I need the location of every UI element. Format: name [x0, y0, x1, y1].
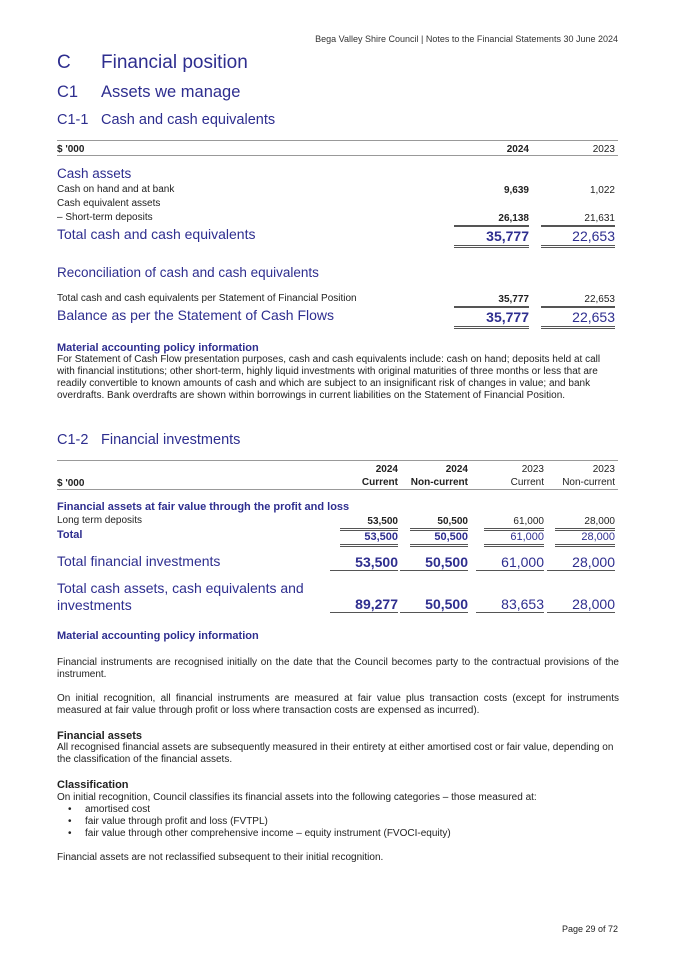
recon-total-label: Balance as per the Statement of Cash Flows [57, 307, 335, 323]
table2-col-type: Non-current [562, 477, 615, 488]
note2-heading [57, 432, 240, 448]
total-investments-label: Total financial investments [57, 553, 221, 569]
recon-row-2024: 35,777 [454, 294, 529, 307]
list-item: • fair value through profit and loss (FVTPL) [57, 816, 619, 828]
subsection-number: C1 [57, 83, 79, 101]
table2-unit-label: $ '000 [57, 478, 85, 489]
subsection-title: Assets we manage [101, 83, 241, 101]
total-investments-value: 53,500 [330, 554, 398, 571]
recon-row-2023: 22,653 [541, 294, 615, 307]
table2-col-year: 2023 [521, 464, 544, 475]
deposits-value: 61,000 [484, 516, 544, 529]
classification-list [57, 804, 619, 840]
row-value-2023: 21,631 [541, 213, 615, 226]
recon-row-label: Total cash and cash equivalents per Statement of Financial Position [57, 293, 357, 304]
table2-col-type: Non-current [410, 477, 468, 488]
final-text: Financial assets are not reclassified subsequent to their initial recognition. [57, 852, 384, 863]
note2-number: C1-2 [57, 432, 89, 448]
financial-assets-text: All recognised financial assets are subsequently measured in their entirety at either amortised cost or fair value, depending on the classification of the financial assets. [57, 742, 614, 765]
policy2-heading: Material accounting policy information [57, 630, 259, 642]
deposits-value: 53,500 [340, 516, 398, 529]
cash-assets-heading: Cash assets [57, 166, 132, 181]
note1-title: Cash and cash equivalents [101, 112, 276, 128]
note2-title: Financial investments [101, 432, 241, 448]
running-header: Bega Valley Shire Council | Notes to the Financial Statements 30 June 2024 [315, 34, 618, 44]
table1-col-2024: 2024 [506, 144, 529, 155]
policy1-text: For Statement of Cash Flow presentation purposes, cash and cash equivalents include: cash on hand; deposits held at call with financial institutions; other short-term, highly liquid investments with original maturities of three months or less that are readily convertible to known amounts of cash and which are subject to an insignificant risk of changes in value; and bank overdrafts. Bank overdrafts are shown within borrowings in current liabilities on the Statement of Financial Position. [57, 354, 601, 401]
list-item: • amortised cost [57, 804, 619, 816]
table2-col-year: 2023 [592, 464, 615, 475]
total-all-label-line2: investments [57, 597, 132, 613]
note1-heading [57, 112, 275, 128]
table1-col-2023: 2023 [592, 144, 615, 155]
table2-col-year: 2024 [445, 464, 468, 475]
total-cash-label: Total cash and cash equivalents [57, 226, 256, 242]
note1-number: C1-1 [57, 112, 89, 128]
total-cash-2024: 35,777 [454, 226, 529, 248]
table2-total-value: 50,500 [410, 530, 468, 547]
deposits-value: 50,500 [410, 516, 468, 529]
row-label: Cash on hand and at bank [57, 184, 175, 195]
table2-total-value: 61,000 [484, 530, 544, 547]
total-investments-value: 61,000 [476, 554, 544, 571]
table1-header-rule [57, 155, 618, 156]
table2-col-type: Current [361, 477, 398, 488]
total-all-label-line1: Total cash assets, cash equivalents and [57, 580, 304, 596]
financial-assets-heading: Financial assets [57, 730, 142, 742]
page-number: Page 29 of 72 [561, 924, 618, 934]
fvtpl-heading: Financial assets at fair value through the profit and loss [57, 501, 350, 513]
total-all-value: 89,277 [330, 596, 398, 613]
table1-top-rule [57, 140, 618, 141]
row-label: Cash equivalent assets [57, 198, 161, 209]
table2-total-value: 28,000 [555, 530, 615, 547]
table2-col-year: 2024 [375, 464, 398, 475]
list-item: • fair value through other comprehensive income – equity instrument (FVOCI-equity) [57, 828, 619, 840]
total-all-value: 50,500 [400, 596, 468, 613]
classification-text: On initial recognition, Council classifies its financial assets into the following categories – those measured at: [57, 792, 537, 803]
table2-header-rule [57, 489, 618, 490]
subsection-heading [57, 83, 240, 102]
recon-total-2023: 22,653 [541, 307, 615, 329]
section-title: Financial position [101, 52, 248, 73]
table1-unit-label: $ '000 [57, 144, 85, 155]
row-value-2024: 9,639 [503, 185, 529, 196]
section-number: C [57, 52, 71, 73]
policy2-para2: On initial recognition, all financial instruments are measured at fair value plus transaction costs (except for instruments measured at fair value through profit or loss where transaction costs are expensed as incurred). [57, 693, 619, 716]
total-cash-2023: 22,653 [541, 226, 615, 248]
table2-total-value: 53,500 [340, 530, 398, 547]
total-all-value: 83,653 [476, 596, 544, 613]
deposits-label: Long term deposits [57, 515, 143, 526]
table2-top-rule [57, 460, 618, 461]
reconciliation-heading: Reconciliation of cash and cash equivalents [57, 265, 319, 280]
total-all-value: 28,000 [547, 596, 615, 613]
table2-total-label: Total [57, 529, 83, 541]
total-all-label [57, 580, 304, 614]
total-investments-value: 50,500 [400, 554, 468, 571]
deposits-value: 28,000 [555, 516, 615, 529]
row-value-2024: 26,138 [454, 213, 529, 226]
policy2-para1: Financial instruments are recognised initially on the date that the Council becomes party to the contractual provisions of the instrument. [57, 657, 619, 680]
row-label: – Short-term deposits [57, 212, 153, 223]
recon-total-2024: 35,777 [454, 307, 529, 329]
section-heading [57, 52, 248, 74]
classification-heading: Classification [57, 779, 129, 791]
table2-col-type: Current [510, 477, 544, 488]
policy1-heading: Material accounting policy information [57, 342, 259, 354]
total-investments-value: 28,000 [547, 554, 615, 571]
row-value-2023: 1,022 [589, 185, 615, 196]
